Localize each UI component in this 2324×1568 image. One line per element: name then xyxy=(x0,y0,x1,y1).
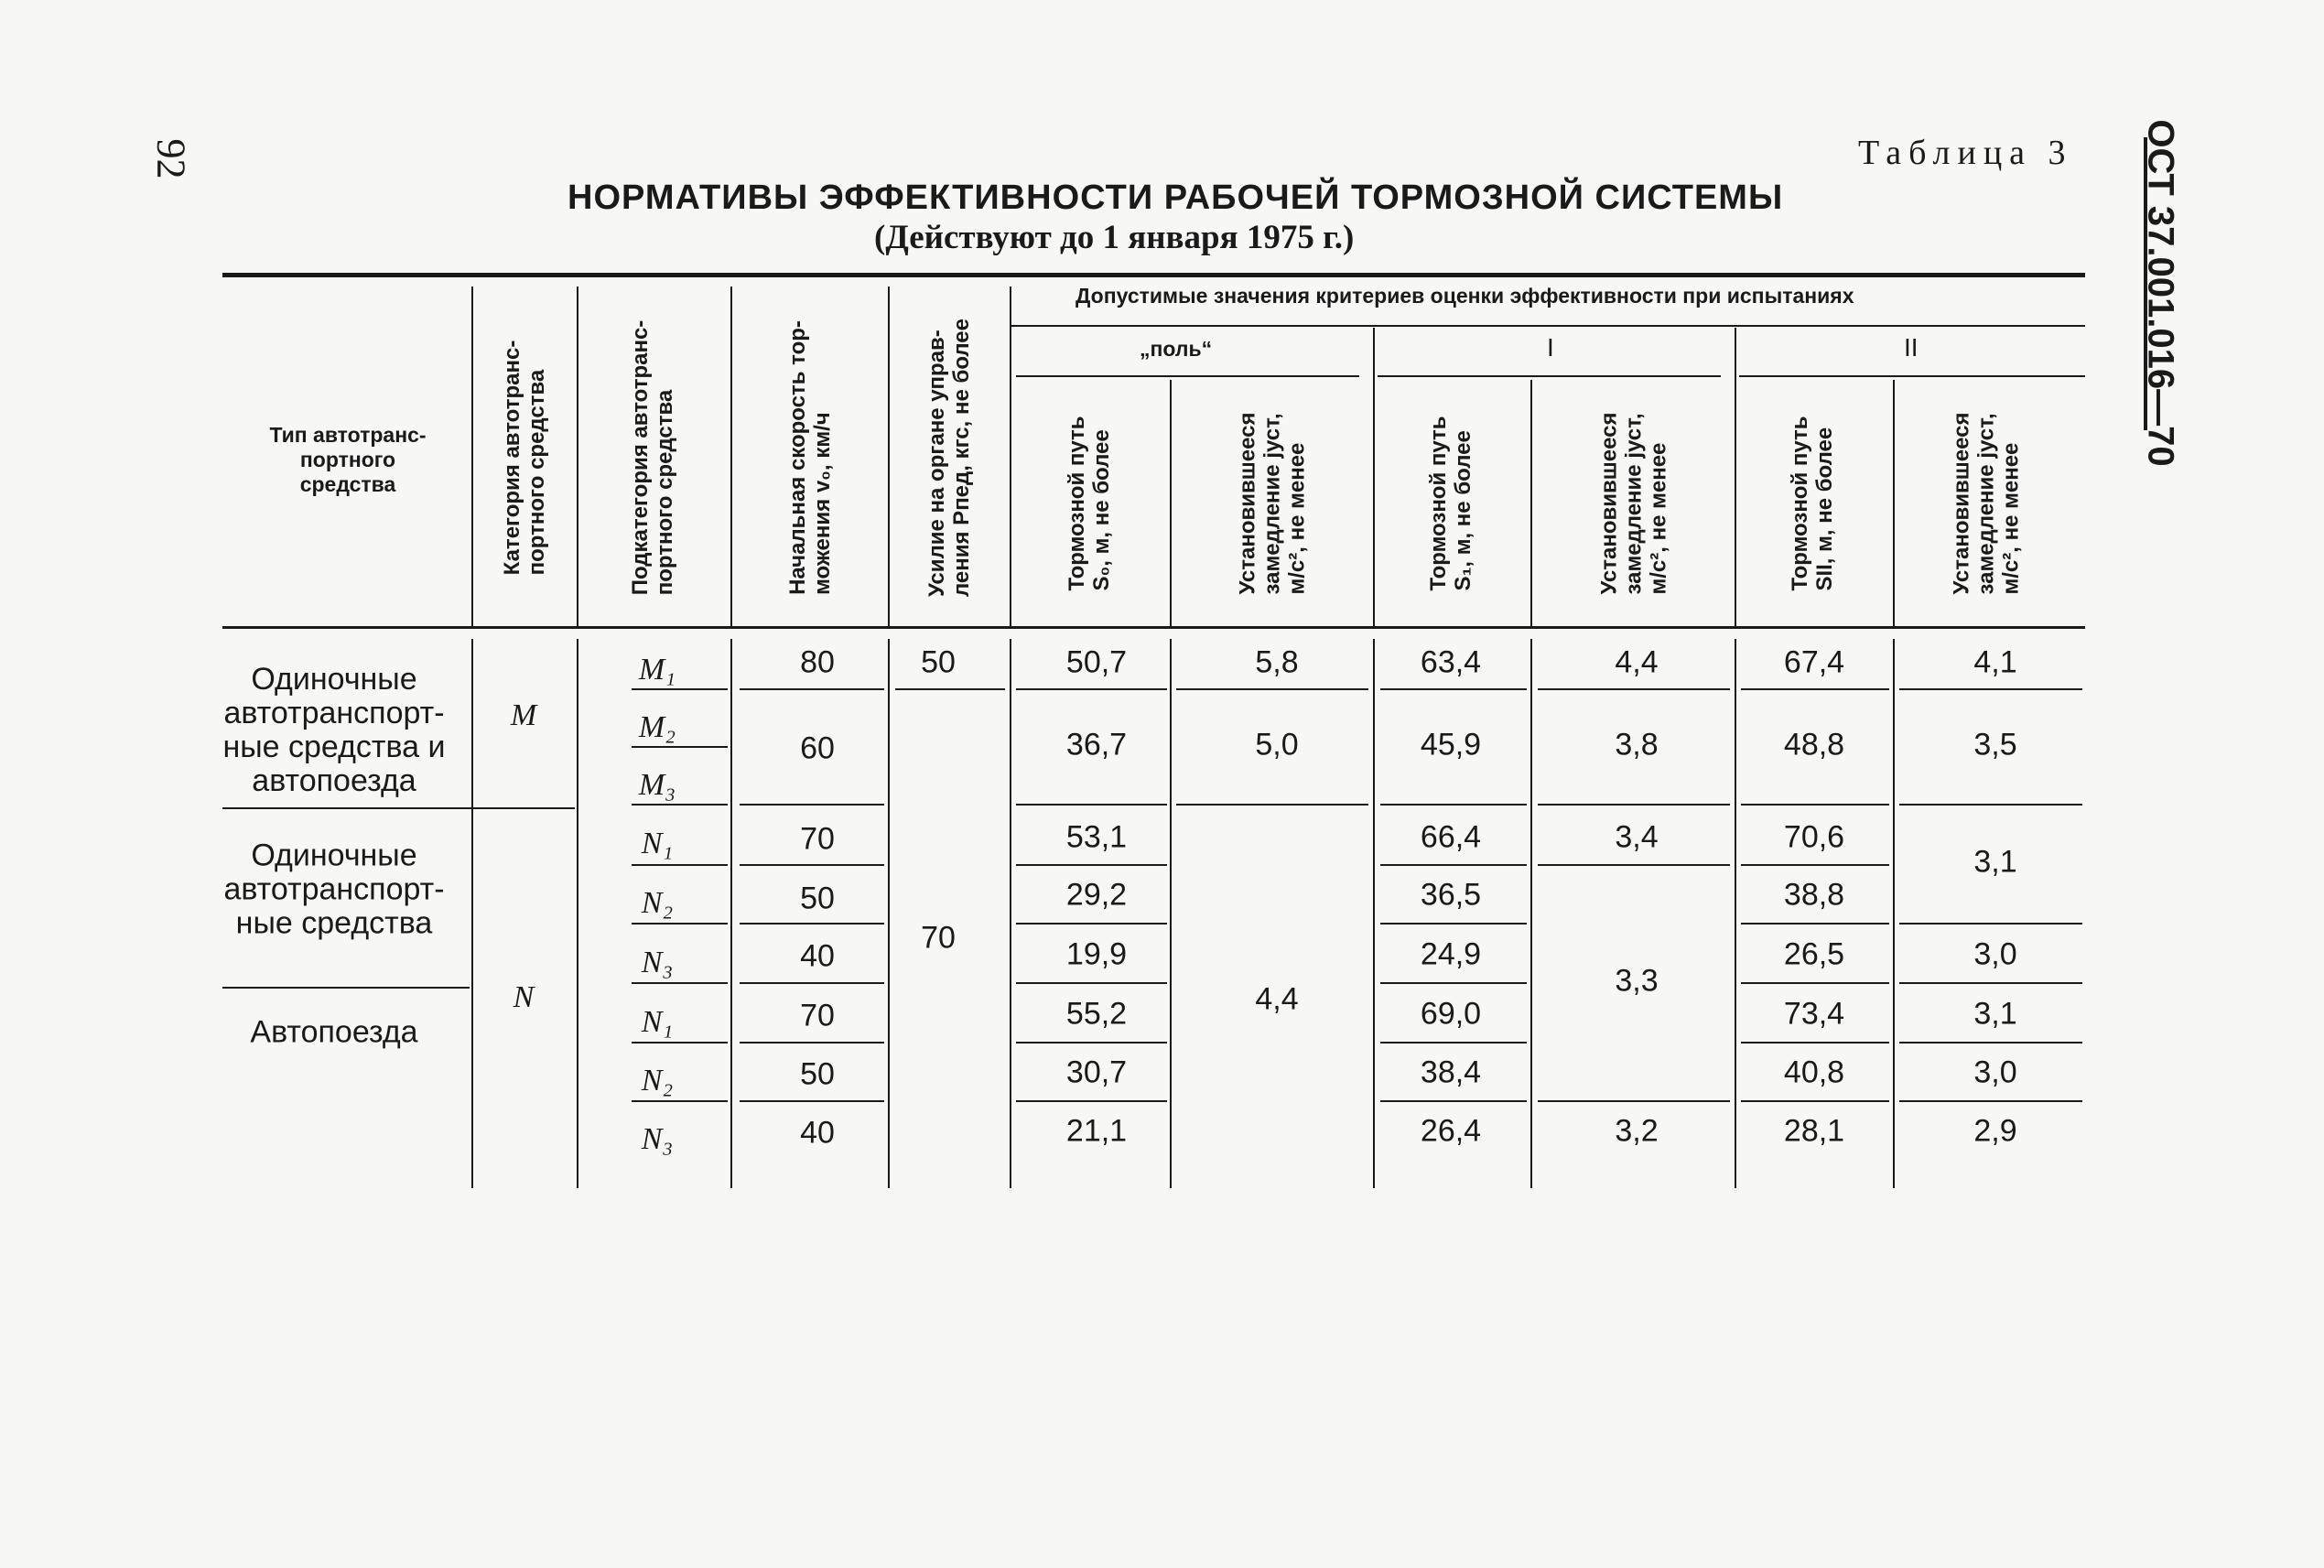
subcategory-cell: N₂ xyxy=(641,1064,674,1098)
header-s2: Тормозной путь SII, м, не более xyxy=(1788,416,1837,591)
row-line xyxy=(1899,923,2082,925)
row-line xyxy=(1016,1100,1167,1102)
header-bottom-rule xyxy=(222,626,2085,629)
row-line xyxy=(632,1042,728,1044)
header-category: Категория автотранс- портного средства xyxy=(500,340,549,576)
standard-code xyxy=(2133,119,2188,467)
j1-cell: 3,3 xyxy=(1615,963,1659,999)
table-title: НОРМАТИВЫ ЭФФЕКТИВНОСТИ РАБОЧЕЙ ТОРМОЗНОЙ СИСТЕМЫ xyxy=(567,178,1784,217)
row-line xyxy=(632,923,728,925)
body-vline xyxy=(730,639,732,1188)
row-line xyxy=(1380,923,1527,925)
category-cell: N xyxy=(513,980,535,1014)
row-line xyxy=(740,804,884,806)
s2-cell: 67,4 xyxy=(1783,644,1845,680)
j0-cell: 5,0 xyxy=(1255,727,1299,762)
row-line xyxy=(1899,1100,2082,1102)
row-line xyxy=(1741,864,1889,866)
row-line xyxy=(1899,804,2082,806)
header-test-two: II xyxy=(1904,333,1919,362)
category-cell: M xyxy=(510,698,537,732)
group-separator xyxy=(222,807,575,809)
header-s0: Тормозной путь S₀, м, не более xyxy=(1065,416,1114,591)
hdr-vline xyxy=(471,287,473,627)
row-line xyxy=(1016,923,1167,925)
row-line xyxy=(1016,864,1167,866)
hdr-hline xyxy=(1011,325,2085,327)
row-line xyxy=(1741,923,1889,925)
group-label: Одиночные автотранспорт- ные средства и автопоезда xyxy=(222,662,446,798)
speed-cell: 60 xyxy=(800,730,835,766)
row-line xyxy=(1538,688,1730,690)
row-line xyxy=(632,746,728,748)
row-line xyxy=(1741,1100,1889,1102)
subcategory-cell: N₃ xyxy=(641,1122,674,1156)
header-j1: Установившееся замедление jуст, м/с², не менее xyxy=(1596,412,1671,595)
row-line xyxy=(1176,688,1368,690)
header-j0: Установившееся замедление jуст, м/с², не менее xyxy=(1235,412,1310,595)
s0-cell: 36,7 xyxy=(1065,727,1128,762)
row-line xyxy=(1899,982,2082,984)
speed-cell: 80 xyxy=(800,644,835,680)
hdr-vline xyxy=(1530,380,1532,627)
row-line xyxy=(740,1042,884,1044)
group-label: Автопоезда xyxy=(250,1014,418,1050)
hdr-vline xyxy=(577,287,578,627)
j0-cell: 5,8 xyxy=(1255,644,1299,680)
s0-cell: 55,2 xyxy=(1065,996,1128,1032)
s0-cell: 29,2 xyxy=(1065,877,1128,913)
row-line xyxy=(1380,688,1527,690)
row-line xyxy=(1380,864,1527,866)
row-line xyxy=(1741,1042,1889,1044)
j2-cell: 3,1 xyxy=(1973,996,2017,1032)
subcategory-cell: M₂ xyxy=(638,710,676,744)
speed-cell: 40 xyxy=(800,938,835,974)
row-line xyxy=(1741,688,1889,690)
row-line xyxy=(895,688,1005,690)
subcategory-cell: M₃ xyxy=(638,768,676,802)
j1-cell: 4,4 xyxy=(1615,644,1659,680)
body-vline xyxy=(1170,639,1172,1188)
body-vline xyxy=(1893,639,1895,1188)
s2-cell: 73,4 xyxy=(1783,996,1845,1032)
body-vline xyxy=(1735,639,1736,1188)
hdr-vline xyxy=(1170,380,1172,627)
row-line xyxy=(1380,1100,1527,1102)
j2-cell: 3,0 xyxy=(1973,936,2017,972)
header-s1: Тормозной путь S₁, м, не более xyxy=(1426,416,1475,591)
hdr-hline xyxy=(1016,375,1359,377)
j2-cell: 4,1 xyxy=(1973,644,2017,680)
row-line xyxy=(1538,864,1730,866)
j2-cell: 2,9 xyxy=(1973,1113,2017,1149)
hdr-vline xyxy=(1010,287,1011,627)
row-line xyxy=(632,982,728,984)
speed-cell: 50 xyxy=(800,1056,835,1092)
row-line xyxy=(1016,1042,1167,1044)
header-subcategory: Подкатегория автотранс- портного средства xyxy=(628,319,677,596)
table-subtitle: (Действуют до 1 января 1975 г.) xyxy=(874,219,1355,256)
row-line xyxy=(1016,804,1167,806)
row-line xyxy=(740,688,884,690)
body-vline xyxy=(577,639,578,1188)
s1-cell: 63,4 xyxy=(1420,644,1482,680)
row-line xyxy=(1380,1042,1527,1044)
header-speed: Начальная скорость тор- можения v₀, км/ч xyxy=(785,320,835,595)
body-vline xyxy=(1530,639,1532,1188)
s2-cell: 26,5 xyxy=(1783,936,1845,972)
j1-cell: 3,2 xyxy=(1615,1113,1659,1149)
s1-cell: 69,0 xyxy=(1420,996,1482,1032)
s0-cell: 21,1 xyxy=(1065,1113,1128,1149)
subcategory-cell: M₁ xyxy=(638,653,676,687)
row-line xyxy=(632,688,728,690)
speed-cell: 50 xyxy=(800,881,835,916)
row-line xyxy=(740,864,884,866)
header-test-one: I xyxy=(1547,333,1554,362)
force-cell: 50 xyxy=(921,644,956,680)
s2-cell: 40,8 xyxy=(1783,1054,1845,1090)
j2-cell: 3,0 xyxy=(1973,1054,2017,1090)
row-line xyxy=(740,923,884,925)
s1-cell: 36,5 xyxy=(1420,877,1482,913)
s1-cell: 26,4 xyxy=(1420,1113,1482,1149)
row-line xyxy=(1741,804,1889,806)
page-number: 92 xyxy=(148,138,194,179)
s2-cell: 28,1 xyxy=(1783,1113,1845,1149)
subcategory-cell: N₂ xyxy=(641,886,674,920)
row-line xyxy=(632,864,728,866)
header-j2: Установившееся замедление jуст, м/с², не менее xyxy=(1949,412,2024,595)
j2-cell: 3,5 xyxy=(1973,727,2017,762)
row-line xyxy=(632,1100,728,1102)
row-line xyxy=(1899,688,2082,690)
hdr-vline xyxy=(888,287,890,627)
body-vline xyxy=(471,639,473,1188)
row-line xyxy=(1016,982,1167,984)
row-line xyxy=(740,1100,884,1102)
top-rule xyxy=(222,273,2085,277)
hdr-vline xyxy=(730,287,732,627)
header-allowed-values: Допустимые значения критериев оценки эффективности при испытаниях xyxy=(1076,284,1854,308)
j0-cell: 4,4 xyxy=(1255,981,1299,1017)
hdr-vline xyxy=(1373,328,1375,627)
body-vline xyxy=(1010,639,1011,1188)
row-line xyxy=(1380,804,1527,806)
j1-cell: 3,4 xyxy=(1615,819,1659,855)
speed-cell: 70 xyxy=(800,998,835,1033)
header-test-zero: „поль“ xyxy=(1140,337,1213,361)
row-line xyxy=(1538,1100,1730,1102)
row-line xyxy=(1538,804,1730,806)
s1-cell: 66,4 xyxy=(1420,819,1482,855)
standard-code-text: ОСТ 37.001.016—70 xyxy=(2140,119,2181,467)
subcategory-cell: N₁ xyxy=(641,827,674,860)
body-vline xyxy=(888,639,890,1188)
j2-cell: 3,1 xyxy=(1973,844,2017,880)
s0-cell: 19,9 xyxy=(1065,936,1128,972)
row-line xyxy=(1899,1042,2082,1044)
speed-cell: 40 xyxy=(800,1115,835,1151)
subcategory-cell: N₃ xyxy=(641,946,674,979)
hdr-vline xyxy=(1735,328,1736,627)
speed-cell: 70 xyxy=(800,821,835,857)
s2-cell: 70,6 xyxy=(1783,819,1845,855)
s1-cell: 38,4 xyxy=(1420,1054,1482,1090)
force-cell: 70 xyxy=(921,920,956,956)
row-line xyxy=(1741,982,1889,984)
j1-cell: 3,8 xyxy=(1615,727,1659,762)
row-line xyxy=(632,804,728,806)
hdr-vline xyxy=(1893,380,1895,627)
row-line xyxy=(740,982,884,984)
hdr-hline xyxy=(1378,375,1721,377)
table-label: Таблица 3 xyxy=(1858,134,2073,172)
header-force: Усилие на органе управ- ления Pпед, кгс, не более xyxy=(924,318,974,598)
s0-cell: 50,7 xyxy=(1065,644,1128,680)
s0-cell: 53,1 xyxy=(1065,819,1128,855)
s1-cell: 24,9 xyxy=(1420,936,1482,972)
body-vline xyxy=(1373,639,1375,1188)
hdr-hline xyxy=(1739,375,2085,377)
s2-cell: 38,8 xyxy=(1783,877,1845,913)
header-vehicle-type: Тип автотранс- портного средства xyxy=(269,423,427,496)
subcategory-cell: N₁ xyxy=(641,1005,674,1039)
row-line xyxy=(1016,688,1167,690)
s2-cell: 48,8 xyxy=(1783,727,1845,762)
group-label: Одиночные автотранспорт- ные средства xyxy=(223,838,445,941)
row-line xyxy=(1380,982,1527,984)
row-line xyxy=(1176,804,1368,806)
group-separator xyxy=(222,987,470,989)
s0-cell: 30,7 xyxy=(1065,1054,1128,1090)
s1-cell: 45,9 xyxy=(1420,727,1482,762)
